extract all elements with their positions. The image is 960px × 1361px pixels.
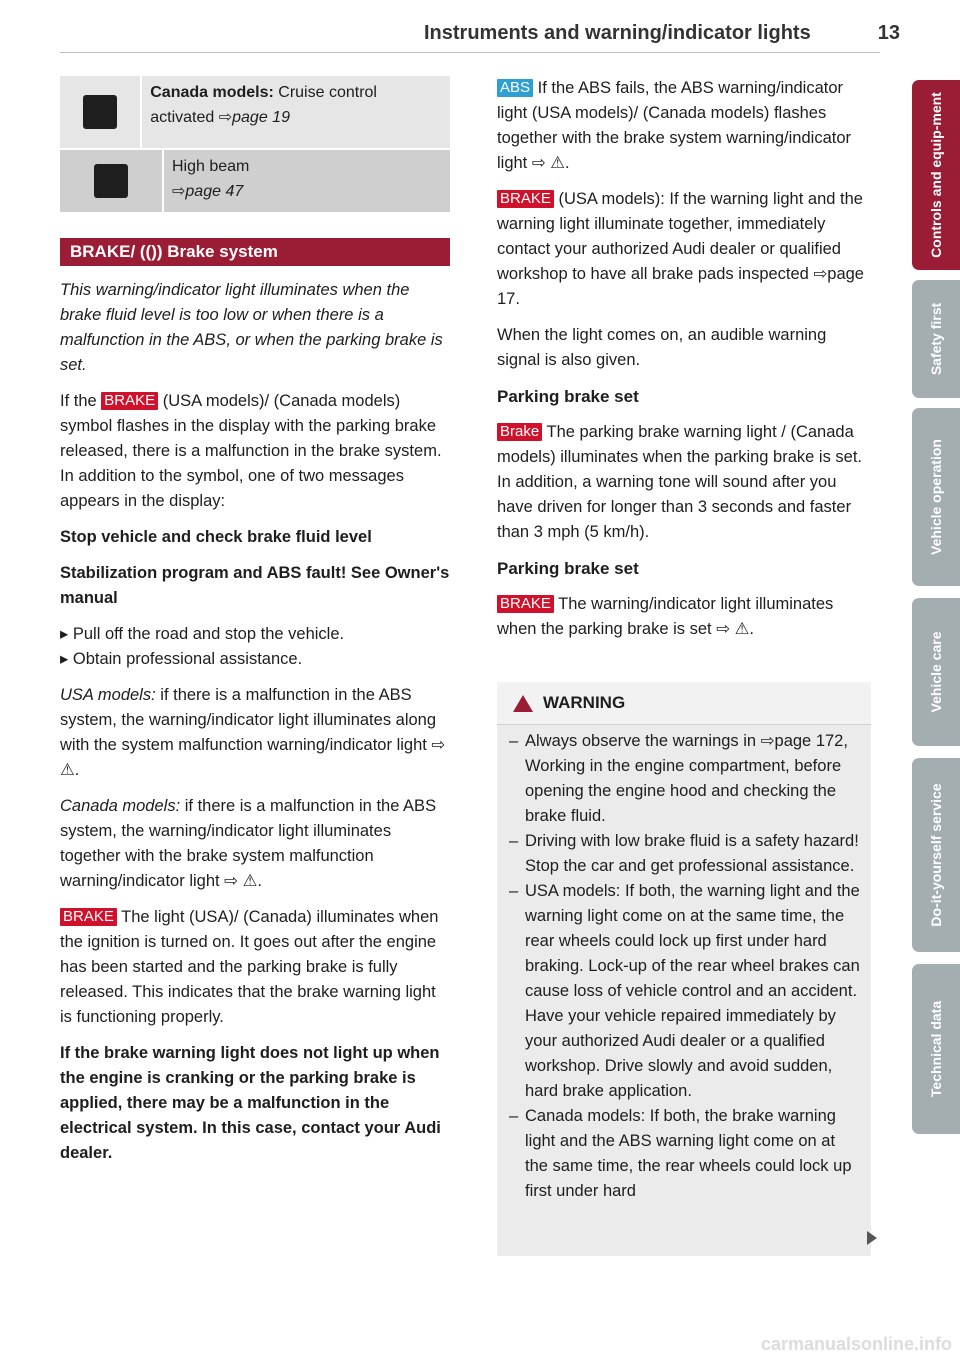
tab-technical-data[interactable]: Technical data: [912, 964, 960, 1134]
list-item: – Canada models: If both, the brake warning light and the ABS warning light come on at the same time, the rear wheels could lock up first under hard: [509, 1104, 861, 1204]
list-item: – USA models: If both, the warning light and the warning light come on at the same time, the rear wheels could lock up first under hard braking. Lock-up of the rear wheel brakes can cause loss of vehicle control and an accident. Have your vehicle repaired immediately by your authorized Audi dealer or a qualified workshop. Drive slowly and avoid sudden, hard brake application.: [509, 879, 861, 1104]
section-heading: BRAKE/ (()) Brake system: [60, 238, 450, 266]
warning-box: [497, 682, 871, 1256]
warning-triangle-icon: [513, 695, 533, 712]
list-item: – Always observe the warnings in ⇨page 172, Working in the engine compartment, before opening the engine hood and checking the brake fluid.: [509, 729, 861, 829]
right-column: [497, 76, 869, 653]
message-2: Stabilization program and ABS fault! See Owner's manual: [60, 564, 450, 607]
parking-heading-1: Parking brake set: [497, 387, 639, 406]
parking-paragraph-2: BRAKE The warning/indicator light illuminates when the parking brake is set ⇨ ⚠.: [497, 595, 834, 638]
bullet-list: ▸ Pull off the road and stop the vehicle. ▸ Obtain professional assistance.: [60, 625, 345, 668]
message-1: Stop vehicle and check brake fluid level: [60, 528, 372, 546]
parking-paragraph-1: Brake The parking brake warning light / (Canada models) illuminates when the parking brake is set. In addition, a warning tone will sound after you have driven for longer than 3 seconds and faster than 3 mph (5 km/h).: [497, 423, 863, 541]
paragraph: If the BRAKE (USA models)/ (Canada models) symbol flashes in the display with the parking brake released, there is a malfunction in the brake system. In addition to the symbol, one of two messages appears in the display:: [60, 392, 442, 510]
bold-notice: If the brake warning light does not light up when the engine is cranking or the parking brake is applied, there may be a malfunction in the electrical system. In this case, contact your Audi dealer.: [60, 1044, 441, 1162]
tab-vehicle-operation[interactable]: Vehicle operation: [912, 408, 960, 586]
header-title: Instruments and warning/indicator lights: [424, 22, 811, 44]
intro-text: This warning/indicator light illuminates when the brake fluid level is too low or when there is a malfunction in the ABS, or when the parking brake is set.: [60, 281, 443, 374]
continue-arrow-icon: [867, 1231, 877, 1245]
parking-heading-2: Parking brake set: [497, 559, 639, 578]
abs-fail-paragraph: ABS If the ABS fails, the ABS warning/indicator light (USA models)/ (Canada models) flashes together with the brake system warning/indicator light ⇨ ⚠.: [497, 79, 852, 172]
warning-title: WARNING: [497, 682, 871, 725]
tab-diy-service[interactable]: Do-it-yourself service: [912, 758, 960, 952]
indicator-table: [60, 76, 450, 212]
page-header: [424, 22, 900, 45]
list-item: – Driving with low brake fluid is a safety hazard! Stop the car and get professional assistance.: [509, 829, 861, 879]
left-column: [60, 278, 452, 1177]
usa-paragraph: USA models: if there is a malfunction in the ABS system, the warning/indicator light illuminates along with the system malfunction warning/indicator light ⇨ ⚠.: [60, 686, 446, 779]
warning-list: [497, 725, 871, 1204]
page-number: 13: [877, 22, 900, 44]
tab-safety[interactable]: Safety first: [912, 280, 960, 398]
canada-paragraph: Canada models: if there is a malfunction in the ABS system, the warning/indicator light illuminates together with the brake system malfunction warning/indicator light ⇨ ⚠.: [60, 797, 437, 890]
usa-models-paragraph: BRAKE (USA models): If the warning light and the warning light illuminate together, immediately contact your authorized Audi dealer or qualified workshop to have all brake pads inspected ⇨page 17.: [497, 190, 864, 308]
high-beam-icon: [60, 150, 164, 212]
header-rule: [60, 52, 880, 53]
cruise-control-icon: [60, 76, 142, 148]
table-row: Canada models: Cruise control activated ⇨page 19: [60, 76, 450, 148]
light-paragraph: BRAKE The light (USA)/ (Canada) illuminates when the ignition is turned on. It goes out after the engine has been started and the parking brake is fully released. This indicates that the brake warning light is functioning properly.: [60, 908, 439, 1026]
tab-controls[interactable]: Controls and equip-ment: [912, 80, 960, 270]
watermark: carmanualsonline.info: [760, 1334, 952, 1354]
table-row: High beam ⇨page 47: [60, 148, 450, 212]
audible-paragraph: When the light comes on, an audible warning signal is also given.: [497, 326, 827, 369]
tab-vehicle-care[interactable]: Vehicle care: [912, 598, 960, 746]
